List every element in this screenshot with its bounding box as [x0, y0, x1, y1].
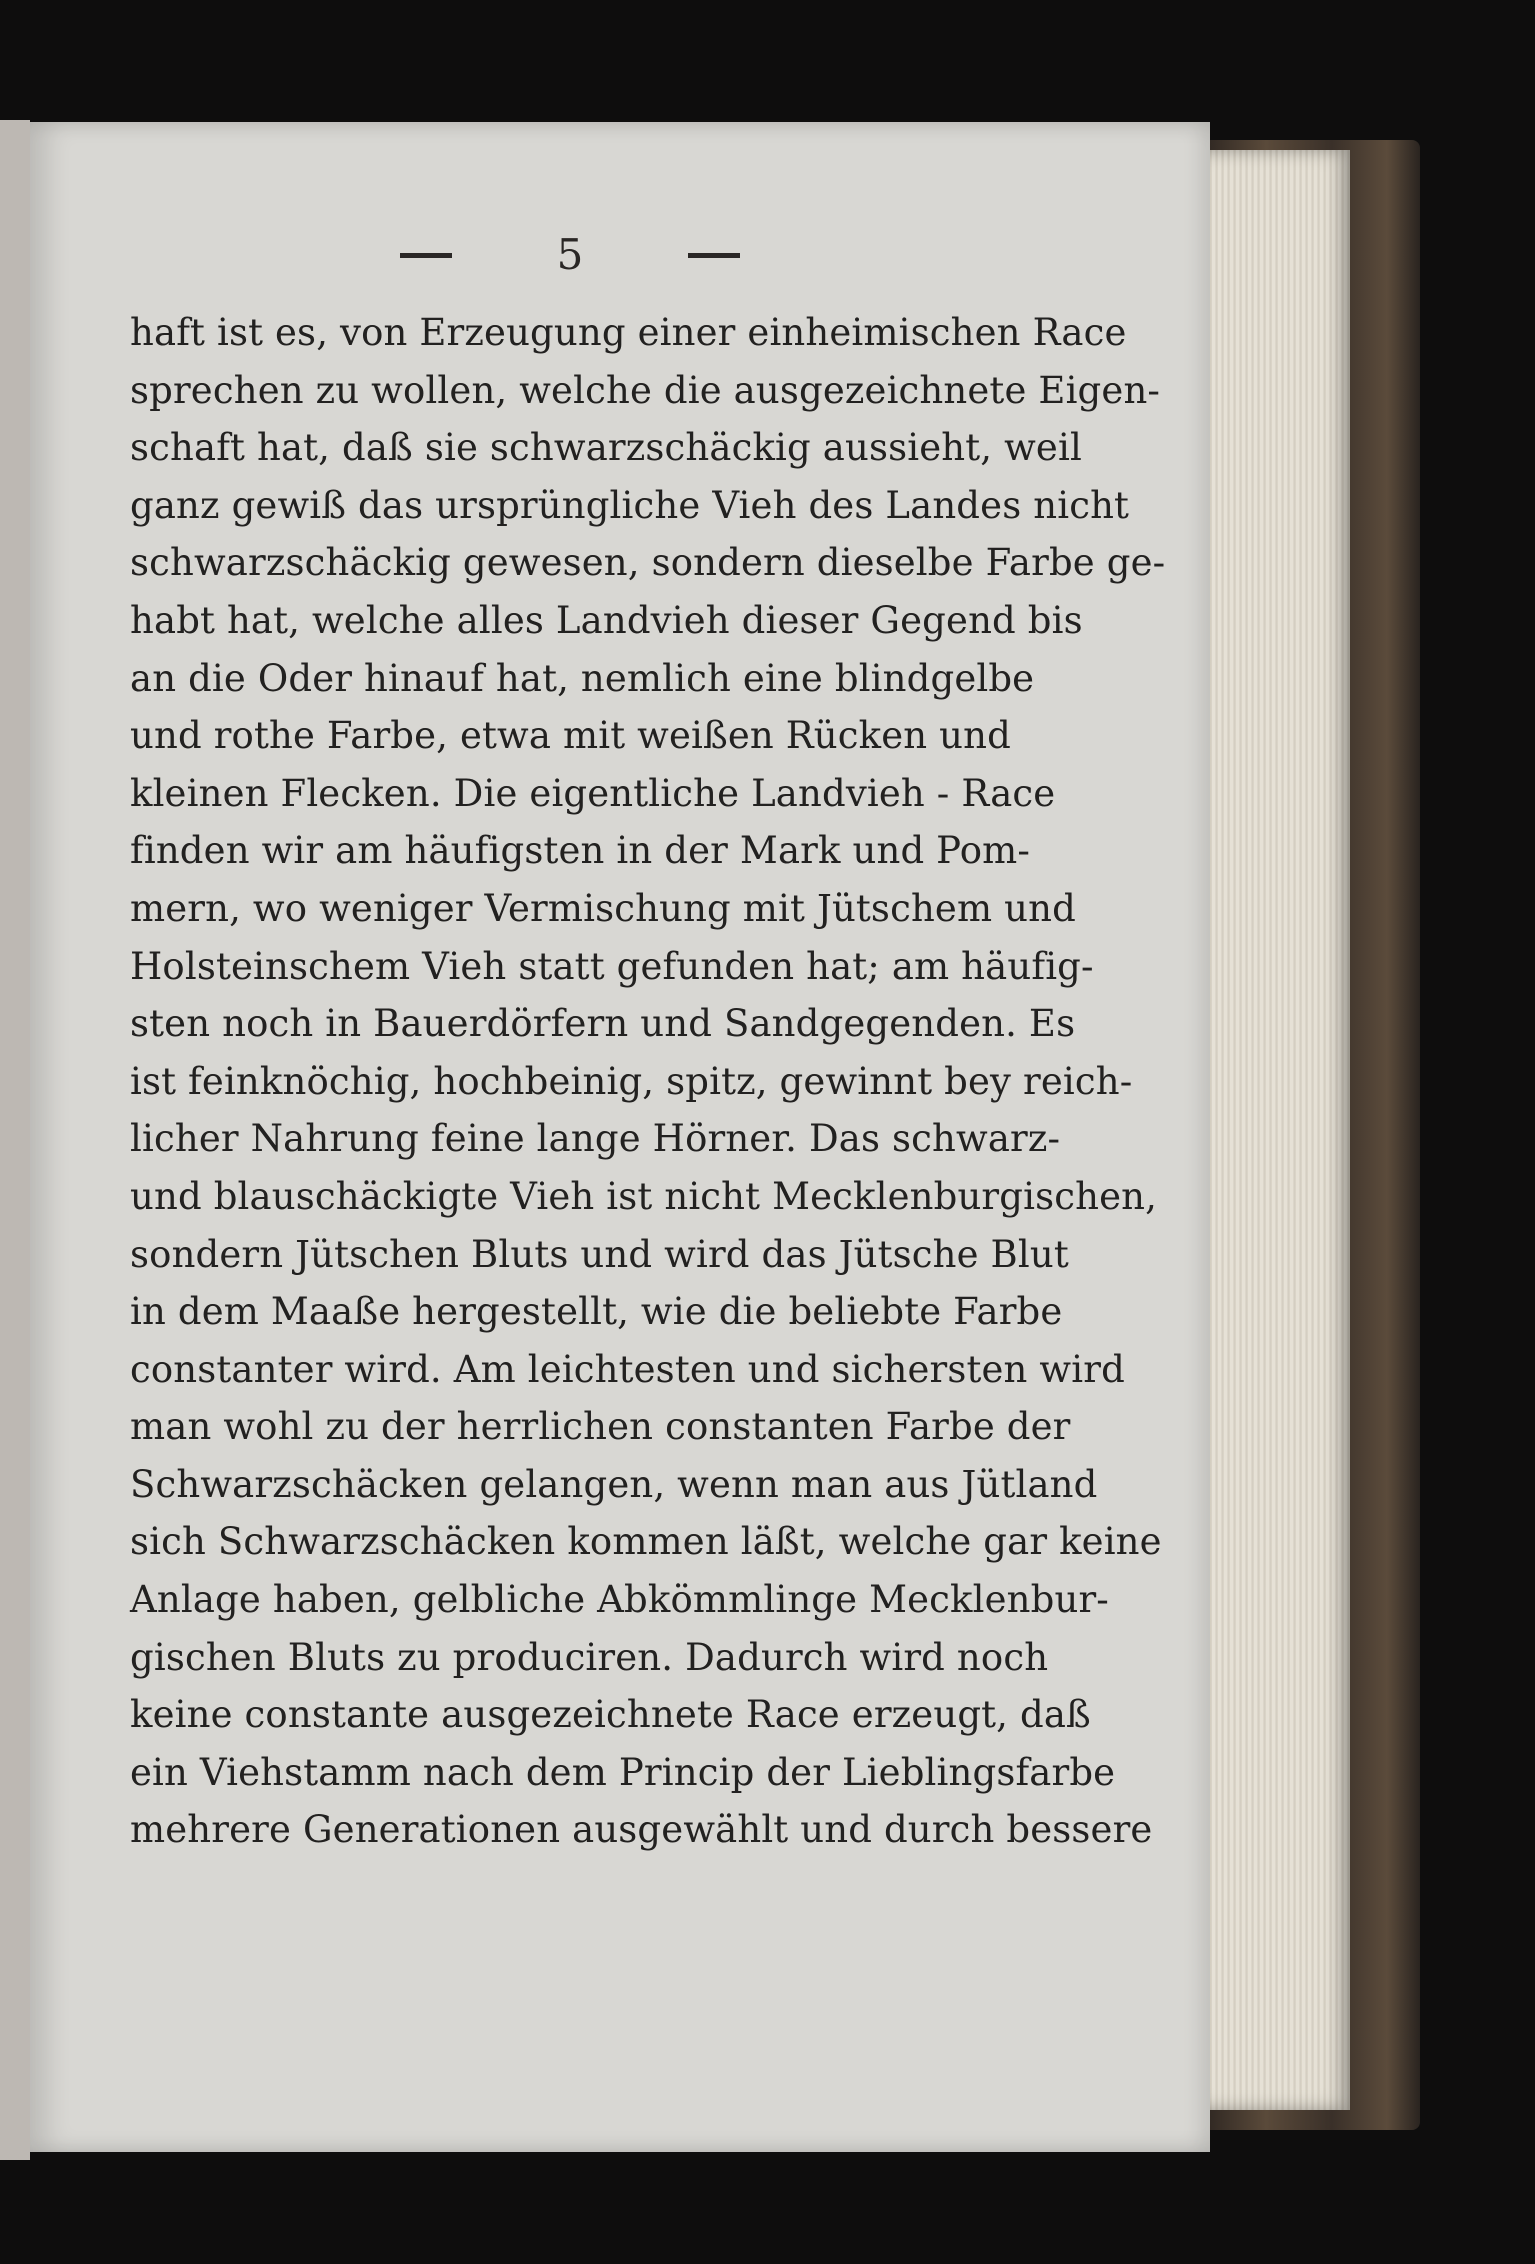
- text-line: sten noch in Bauerdörfern und Sandgegenden. Es: [130, 1002, 1076, 1046]
- text-line: mehrere Generationen ausgewählt und durch bessere: [130, 1808, 1153, 1852]
- text-line: ist feinknöchig, hochbeinig, spitz, gewinnt bey reich-: [130, 1059, 1133, 1103]
- text-line: Schwarzschäcken gelangen, wenn man aus Jütland: [130, 1462, 1098, 1506]
- text-line: man wohl zu der herrlichen constanten Farbe der: [130, 1405, 1071, 1449]
- text-line: constanter wird. Am leichtesten und sichersten wird: [130, 1347, 1125, 1391]
- text-line: und rothe Farbe, etwa mit weißen Rücken und: [130, 714, 1011, 758]
- text-line: licher Nahrung feine lange Hörner. Das schwarz-: [130, 1117, 1061, 1161]
- header-dash-right: [688, 253, 740, 258]
- text-line: und blauschäckigte Vieh ist nicht Mecklenburgischen,: [130, 1174, 1158, 1218]
- text-line: haft ist es, von Erzeugung einer einheimischen Race: [130, 311, 1127, 354]
- text-line: keine constante ausgezeichnete Race erzeugt, daß: [130, 1693, 1091, 1737]
- facing-page-edge: [0, 120, 30, 2160]
- text-line: schwarzschäckig gewesen, sondern dieselbe Farbe ge-: [130, 541, 1166, 585]
- text-line: an die Oder hinauf hat, nemlich eine blindgelbe: [130, 656, 1035, 700]
- text-line: kleinen Flecken. Die eigentliche Landvieh - Race: [130, 771, 1056, 815]
- text-line: in dem Maaße hergestellt, wie die beliebte Farbe: [130, 1290, 1063, 1334]
- text-line: gischen Bluts zu produciren. Dadurch wird noch: [130, 1635, 1049, 1679]
- text-line: Anlage haben, gelbliche Abkömmlinge Mecklenbur-: [130, 1578, 1109, 1622]
- page-number: 5: [556, 230, 584, 279]
- body-text: [130, 304, 1166, 1904]
- text-line: schaft hat, daß sie schwarzschäckig aussieht, weil: [130, 426, 1082, 470]
- page-edge-stack: [1200, 150, 1350, 2110]
- text-line: ganz gewiß das ursprüngliche Vieh des Landes nicht: [130, 483, 1130, 527]
- page-header: [400, 220, 740, 290]
- text-line: habt hat, welche alles Landvieh dieser Gegend bis: [130, 598, 1083, 642]
- text-line: sich Schwarzschäcken kommen läßt, welche gar keine: [130, 1520, 1162, 1564]
- text-line: finden wir am häufigsten in der Mark und Pom-: [130, 829, 1031, 873]
- text-line: mern, wo weniger Vermischung mit Jütschem und: [130, 886, 1076, 930]
- header-dash-left: [400, 253, 452, 258]
- text-line: sondern Jütschen Bluts und wird das Jütsche Blut: [130, 1232, 1069, 1276]
- text-line: sprechen zu wollen, welche die ausgezeichnete Eigen-: [130, 368, 1161, 412]
- text-line: ein Viehstamm nach dem Princip der Lieblingsfarbe: [130, 1750, 1116, 1794]
- text-line: Holsteinschem Vieh statt gefunden hat; am häufig-: [130, 944, 1094, 988]
